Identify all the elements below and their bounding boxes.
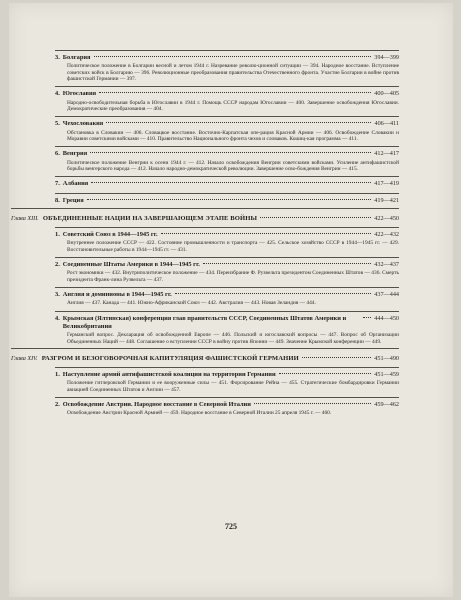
section-number: 5.	[55, 120, 60, 128]
toc-section	[55, 50, 399, 82]
toc-section	[55, 367, 399, 393]
section-divider	[55, 311, 399, 312]
section-divider	[55, 116, 399, 117]
toc-section	[55, 116, 399, 142]
section-number: 2.	[55, 401, 60, 409]
section-divider	[55, 86, 399, 87]
chapter-pages: 451—490	[374, 354, 399, 362]
section-divider	[55, 227, 399, 228]
section-description: Германский вопрос. Декларация об освобожденной Европе — 446. Польский и югославский вопросы — 447. Вопрос об Организации Объединенных Наций — 448. Соглашение о вступлении СССР в войну против Японии — 449. Значение Крымской конференции — 449.	[67, 332, 399, 345]
section-description: Рост экономики — 432. Внутриполитическое положение — 434. Переизбрание Ф. Рузвельта президентом Соединенных Штатов — 436. Смерть президента Франк-лина Рузвельта — 437.	[67, 270, 399, 283]
chapter13-heading	[11, 215, 399, 223]
toc-section	[55, 193, 399, 205]
divider	[11, 208, 399, 209]
section-title: Соединенные Штаты Америки в 1944—1945 гг.	[62, 261, 200, 269]
section-number: 1.	[55, 231, 60, 239]
section-number: 8.	[55, 196, 60, 204]
section-divider	[55, 397, 399, 398]
section-divider	[55, 176, 399, 177]
section-divider	[55, 50, 399, 51]
section-number: 7.	[55, 180, 60, 188]
section-description: Политическое положение в Болгарии весной и летом 1944 г. Назревание револю-ционной ситуации — 394. Народное восстание. Вступление советских войск в Болгарию — 396. Революционные преобразования правительства Отечественного фронта. Участие Болгарии в войне против фашистской Германии — 397.	[67, 63, 399, 83]
section-pages: 422—432	[374, 231, 399, 239]
chapter-label: Глава XIV.	[11, 354, 38, 362]
section-title: Крымская (Ялтинская) конференция глав правительств СССР, Соединенных Штатов Америки и Великобритании	[62, 314, 347, 330]
section-title: Югославия	[62, 90, 97, 98]
section-pages: 432—437	[374, 261, 399, 269]
section-number: 2.	[55, 261, 60, 269]
leader-dots	[106, 122, 371, 123]
section-pages: 417—419	[374, 180, 399, 188]
section-title: Англия и доминионы в 1944—1945 гг.	[62, 291, 172, 299]
toc-section	[55, 257, 399, 283]
section-description: Обстановка в Словакии — 406. Словацкое восстание. Восточно-Карпатская опе-рация Красной Армии — 406. Освобождение Словакии и Моравии советскими войсками — 410. Правительство Национального фронта чехов и словаков. Кошиц-кая программа — 411.	[67, 129, 399, 143]
leader-dots	[90, 152, 371, 153]
leader-dots	[161, 233, 372, 234]
section-pages: 451—459	[374, 371, 399, 379]
page-number: 725	[225, 522, 237, 531]
section-description: Политическое положение Венгрии к осени 1944 г. — 412. Начало освобождения Венгрии советскими войсками. Усиление антифашистской борьбы венгерского народа — 412. Начало народно-демократической революции. Завершение осво-бождения Венгрии — 415.	[67, 159, 399, 173]
section-number: 4.	[55, 314, 60, 322]
section-title: Наступление армий антифашистской коалиции на территории Германии	[62, 371, 276, 379]
leader-dots	[254, 403, 371, 404]
section-divider	[55, 193, 399, 194]
section-title: Освобождение Австрии. Народное восстание в Северной Италии	[62, 401, 251, 409]
section-number: 6.	[55, 150, 60, 158]
section-pages: 400—405	[374, 90, 399, 98]
leader-dots	[363, 317, 371, 318]
leader-dots	[302, 357, 371, 358]
section-description: Положение гитлеровской Германии и ее вооруженные силы — 451. Форсирование Рейна — 455. Стратегические бомбардировки Германии авиацией Соединенных Штатов и Англии — 457.	[67, 380, 399, 393]
divider	[11, 348, 399, 349]
section-divider	[55, 287, 399, 288]
section-title: Венгрия	[62, 150, 88, 158]
section-description: Народно-освободительная борьба в Югославии в 1944 г. Помощь СССР народам Югославии — 400. Завершение освобождения Югославии. Демократические преобразования — 404.	[67, 99, 399, 113]
chapter-title: ОБЪЕДИНЕННЫЕ НАЦИИ НА ЗАВЕРШАЮЩЕМ ЭТАПЕ ВОЙНЫ	[42, 214, 258, 222]
section-title: Болгария	[62, 54, 91, 61]
toc-section	[55, 397, 399, 417]
section-divider	[55, 257, 399, 258]
chapter12-sections	[55, 50, 399, 205]
toc-section	[55, 86, 399, 112]
section-pages: 444—450	[374, 314, 399, 322]
chapter14-heading	[11, 355, 399, 363]
toc-section	[55, 146, 399, 172]
section-number: 4.	[55, 90, 60, 98]
leader-dots	[260, 217, 371, 218]
section-number: 1.	[55, 371, 60, 379]
section-pages: 419—421	[374, 196, 399, 204]
toc-section	[55, 311, 399, 345]
section-title: Греция	[62, 196, 84, 204]
section-description: Внутреннее положение СССР — 422. Состояние промышленности и транспорта — 425. Сельское хозяйство СССР в 1944—1945 гг. — 429. Восстановительные работы в 1944—1945 гг. — 431.	[67, 240, 399, 253]
leader-dots	[175, 293, 372, 294]
leader-dots	[203, 263, 371, 264]
table-of-contents	[11, 46, 399, 417]
section-pages: 437—444	[374, 291, 399, 299]
toc-section	[55, 176, 399, 188]
section-number: 3.	[55, 54, 60, 61]
leader-dots	[279, 373, 372, 374]
section-number: 3.	[55, 291, 60, 299]
chapter-label: Глава XIII.	[11, 214, 39, 222]
section-pages: 394—399	[374, 54, 399, 61]
chapter13-sections	[55, 227, 399, 345]
leader-dots	[94, 56, 372, 57]
section-divider	[55, 367, 399, 368]
book-page	[9, 3, 453, 597]
section-pages: 459—462	[374, 401, 399, 409]
section-pages: 412—417	[374, 150, 399, 158]
section-title: Чехословакия	[62, 120, 104, 128]
chapter-title: РАЗГРОМ И БЕЗОГОВОРОЧНАЯ КАПИТУЛЯЦИЯ ФАШИСТСКОЙ ГЕРМАНИИ	[41, 354, 299, 362]
chapter14-sections	[55, 367, 399, 417]
leader-dots	[87, 199, 372, 200]
section-title: Албания	[62, 180, 89, 188]
leader-dots	[99, 92, 371, 93]
toc-section	[55, 227, 399, 253]
section-description: Англия — 437. Канада — 441. Южно-Африканский Союз — 442. Австралия — 443. Новая Зеландия — 444.	[67, 300, 316, 307]
leader-dots	[91, 182, 371, 183]
section-description: Освобождение Австрии Красной Армией — 459. Народное восстание в Северной Италии 25 апреля 1945 г. — 460.	[67, 410, 332, 417]
chapter-pages: 422—450	[374, 214, 399, 222]
section-title: Советский Союз в 1944—1945 гг.	[62, 231, 158, 239]
section-pages: 406—411	[374, 120, 399, 128]
toc-section	[55, 287, 399, 307]
section-divider	[55, 146, 399, 147]
